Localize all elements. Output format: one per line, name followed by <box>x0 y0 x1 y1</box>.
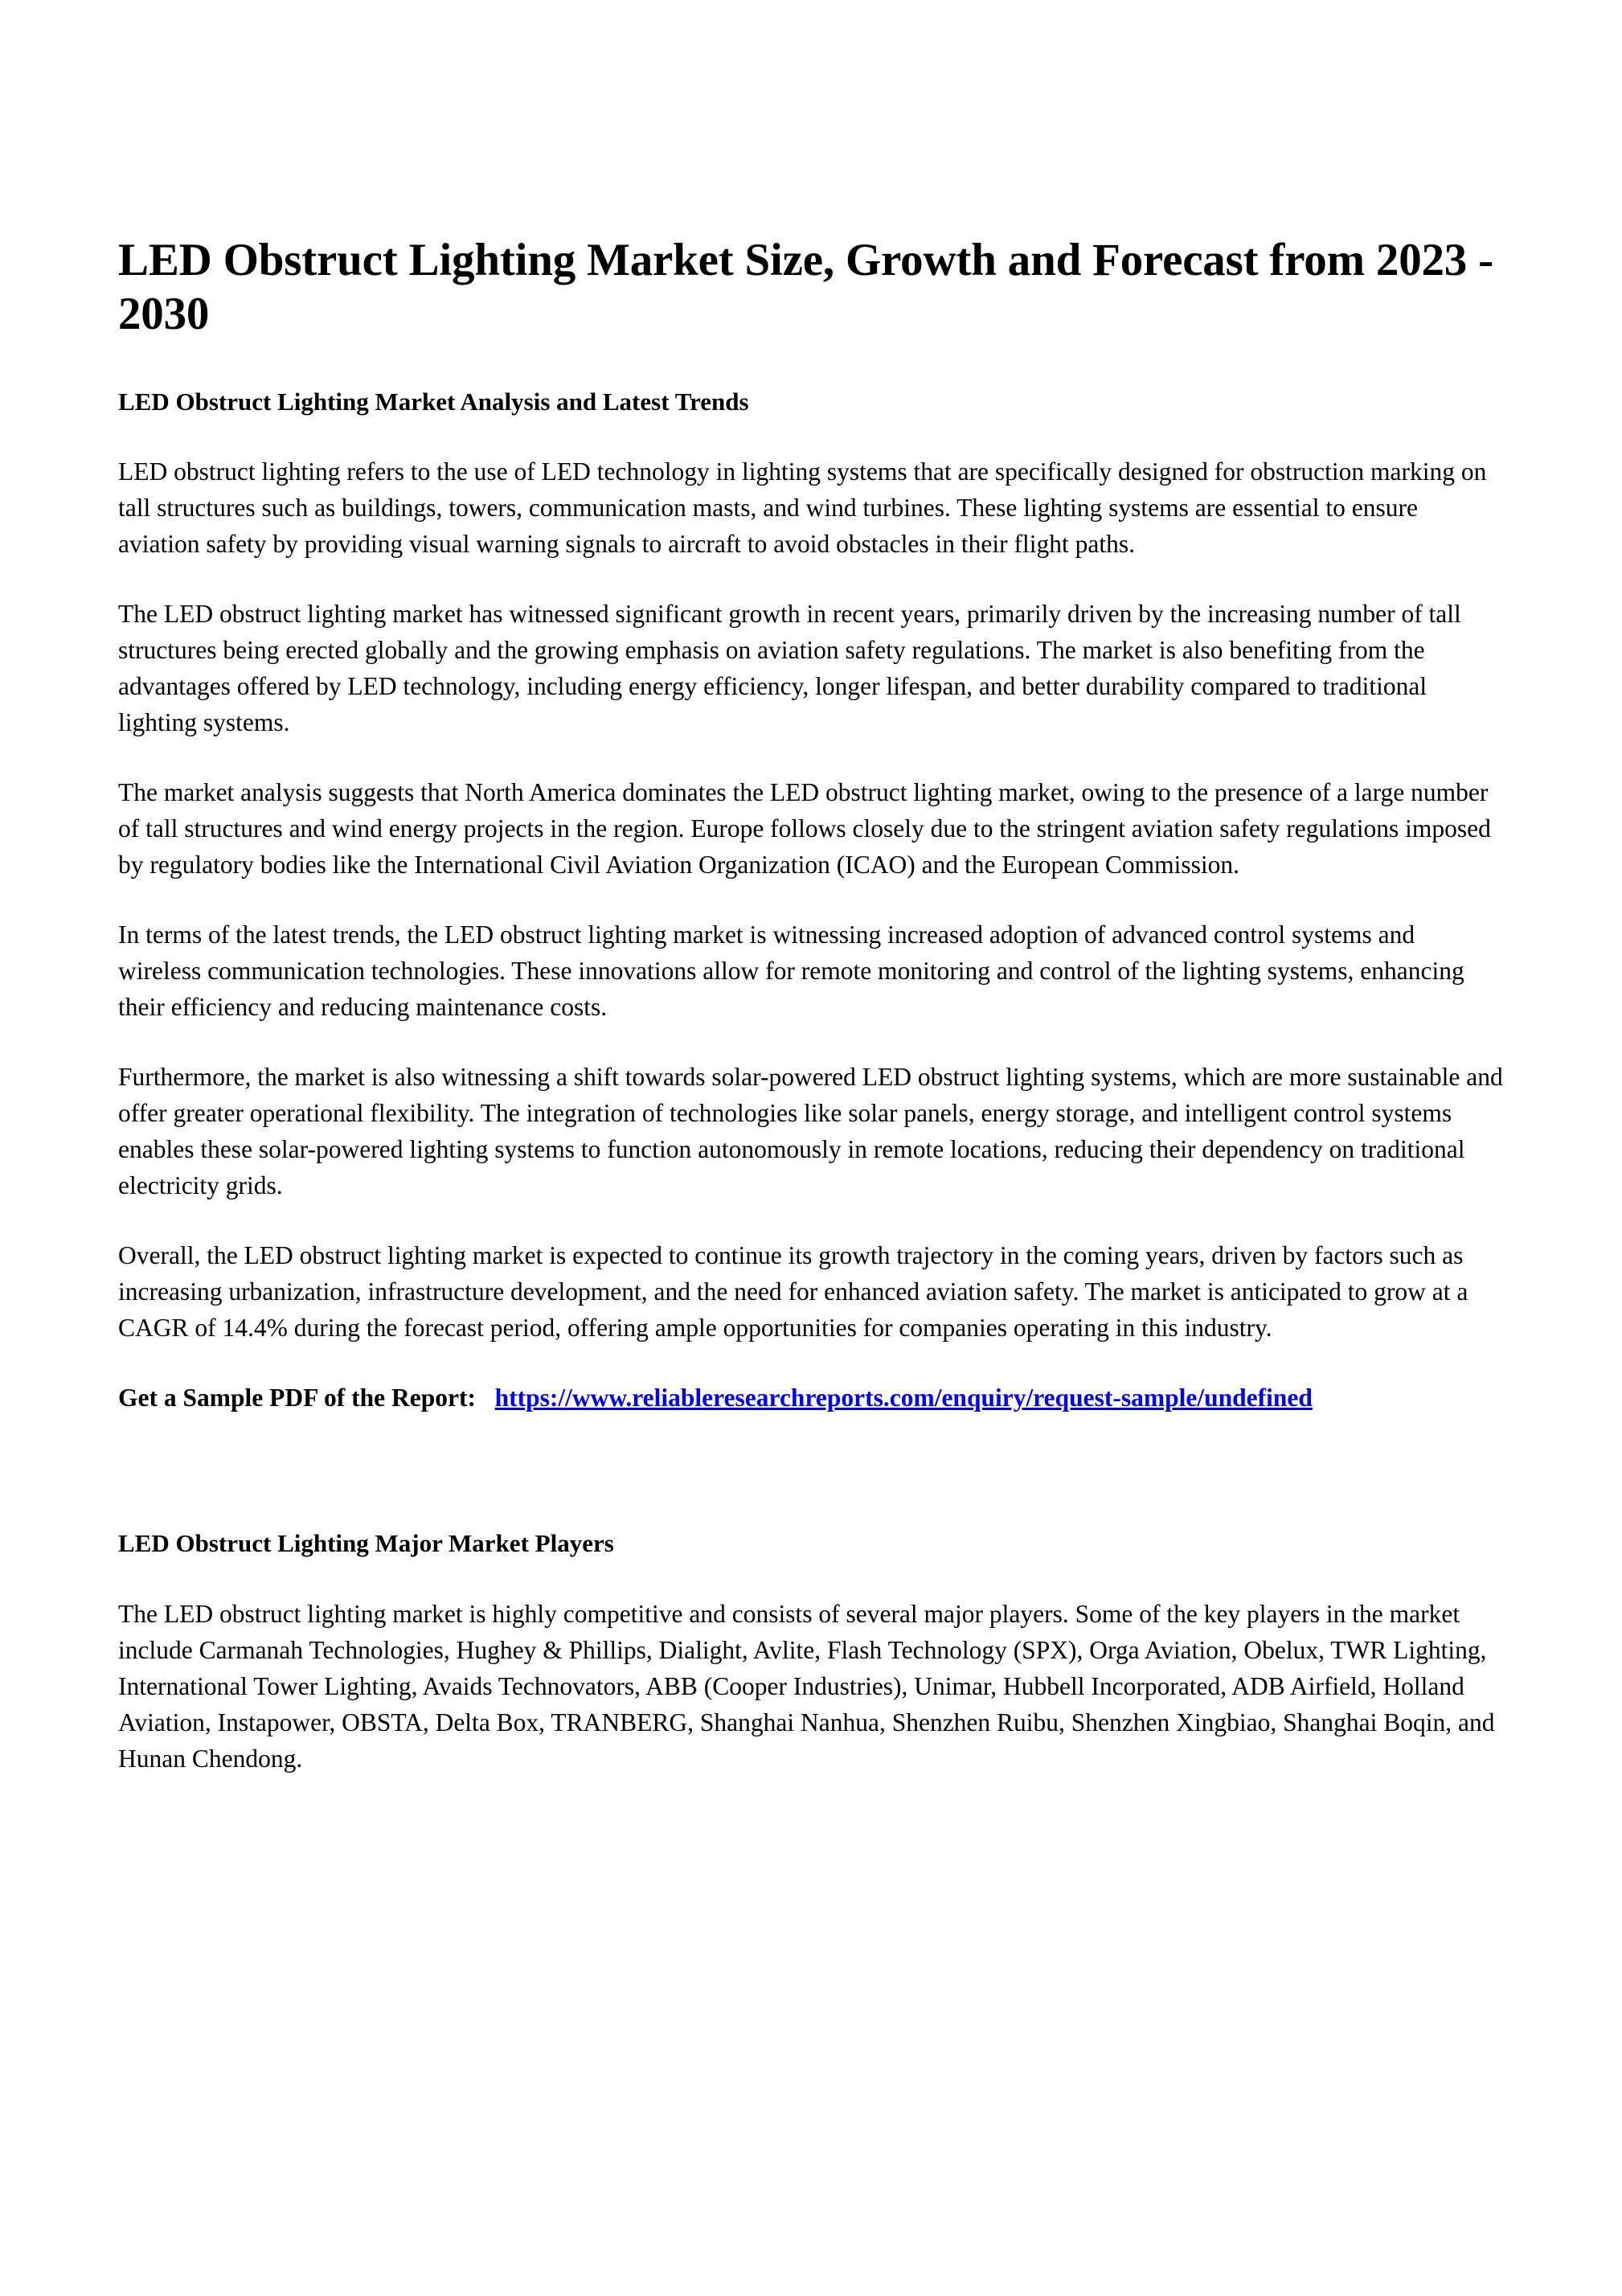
section-heading-major-players: LED Obstruct Lighting Major Market Players <box>118 1529 614 1558</box>
page-title: LED Obstruct Lighting Market Size, Growth and Forecast from 2023 - 2030 <box>118 235 1493 340</box>
paragraph-solar-powered: Furthermore, the market is also witnessing a shift towards solar-powered LED obstruct lighting systems, which are more sustainable and offer greater operational flexibility. The integration of technologies like solar panels, energy storage, and intelligent control systems enables these solar-powered lighting systems to function autonomously in remote locations, reducing their dependency on traditional electricity grids. <box>118 1063 1503 1200</box>
paragraph-regional-analysis: The market analysis suggests that North America dominates the LED obstruct lighting market, owing to the presence of a large number of tall structures and wind energy projects in the region. Europe follows closely due to the stringent aviation safety regulations imposed by regulatory bodies like the International Civil Aviation Organization (ICAO) and the European Commission. <box>118 778 1491 879</box>
sample-pdf-link[interactable]: https://www.reliableresearchreports.com/enquiry/request-sample/undefined <box>494 1384 1313 1412</box>
paragraph-definition: LED obstruct lighting refers to the use of LED technology in lighting systems that are specifically designed for obstruction marking on tall structures such as buildings, towers, communication masts, and wind turbines. These lighting systems are essential to ensure aviation safety by providing visual warning signals to aircraft to avoid obstacles in their flight paths. <box>118 457 1487 559</box>
section-heading-analysis: LED Obstruct Lighting Market Analysis and Latest Trends <box>118 387 749 416</box>
paragraph-latest-trends: In terms of the latest trends, the LED obstruct lighting market is witnessing increased adoption of advanced control systems and wireless communication technologies. These innovations allow for remote monitoring and control of the lighting systems, enhancing their efficiency and reducing maintenance costs. <box>118 920 1464 1022</box>
paragraph-key-players: The LED obstruct lighting market is highly competitive and consists of several major players. Some of the key players in the market include Carmanah Technologies, Hughey & Phillips, Dialight, Avlite, Flash Technology (SPX), Orga Aviation, Obelux, TWR Lighting, International Tower Lighting, Avaids Technovators, ABB (Cooper Industries), Unimar, Hubbell Incorporated, ADB Airfield, Holland Aviation, Instapower, OBSTA, Delta Box, TRANBERG, Shanghai Nanhua, Shenzhen Ruibu, Shenzhen Xingbiao, Shanghai Boqin, and Hunan Chendong. <box>118 1600 1495 1773</box>
sample-pdf-label: Get a Sample PDF of the Report: <box>118 1384 476 1412</box>
paragraph-outlook-cagr: Overall, the LED obstruct lighting market is expected to continue its growth trajectory in the coming years, driven by factors such as increasing urbanization, infrastructure development, and the need for enhanced aviation safety. The market is anticipated to grow at a CAGR of 14.4% during the forecast period, offering ample opportunities for companies operating in this industry. <box>118 1241 1468 1343</box>
paragraph-spacer <box>118 1449 1503 1527</box>
paragraph-market-growth: The LED obstruct lighting market has witnessed significant growth in recent years, primarily driven by the increasing number of tall structures being erected globally and the growing emphasis on aviation safety regulations. The market is also benefiting from the advantages offered by LED technology, including energy efficiency, longer lifespan, and better durability compared to traditional lighting systems. <box>118 600 1461 737</box>
sample-pdf-cta <box>118 1380 1503 1416</box>
